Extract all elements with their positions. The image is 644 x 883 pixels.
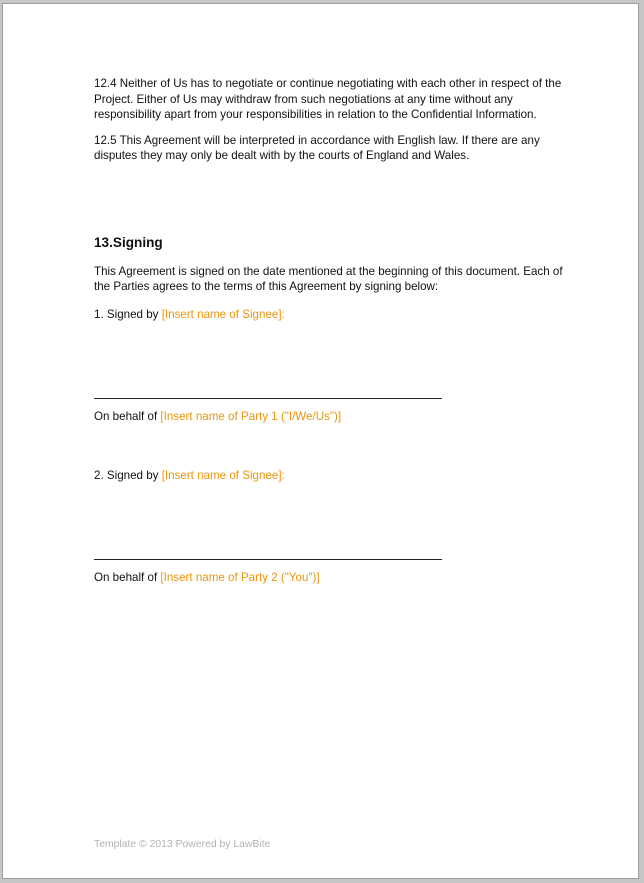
document-page — [2, 3, 639, 879]
signed-by-label: 1. Signed by — [94, 307, 162, 321]
signee-placeholder: [Insert name of Signee]: — [161, 307, 285, 321]
signatory-1-signed-by — [94, 307, 564, 323]
signatory-2-signed-by — [94, 468, 564, 484]
signatory-1-on-behalf — [94, 409, 564, 425]
section-heading-signing: 13.Signing — [94, 234, 163, 250]
signee-placeholder: [Insert name of Signee]: — [161, 468, 285, 482]
on-behalf-label: On behalf of — [94, 571, 161, 584]
signature-line-2 — [94, 547, 442, 560]
signing-intro: This Agreement is signed on the date mentioned at the beginning of this document. Each of the Parties agrees to the terms of this Agreement by signing below: — [94, 264, 563, 293]
clause-12-4: 12.4 Neither of Us has to negotiate or continue negotiating with each other in respect of the Project. Either of Us may withdraw from such negotiations at any time without any responsibility apart from your responsibilities in relation to the Confidential Information. — [94, 77, 562, 121]
clause-12-5: 12.5 This Agreement will be interpreted in accordance with English law. If there are any disputes they may only be dealt with by the courts of England and Wales. — [94, 133, 540, 162]
party-placeholder: [Insert name of Party 1 ("I/We/Us")] — [160, 410, 342, 423]
signature-line-1 — [94, 386, 442, 399]
signatory-2-on-behalf — [94, 570, 564, 586]
on-behalf-label: On behalf of — [94, 410, 161, 423]
page-content — [94, 76, 564, 586]
signed-by-label: 2. Signed by — [94, 468, 162, 482]
page-footer: Template © 2013 Powered by LawBite — [94, 839, 271, 850]
party-placeholder: [Insert name of Party 2 ("You")] — [160, 571, 320, 584]
